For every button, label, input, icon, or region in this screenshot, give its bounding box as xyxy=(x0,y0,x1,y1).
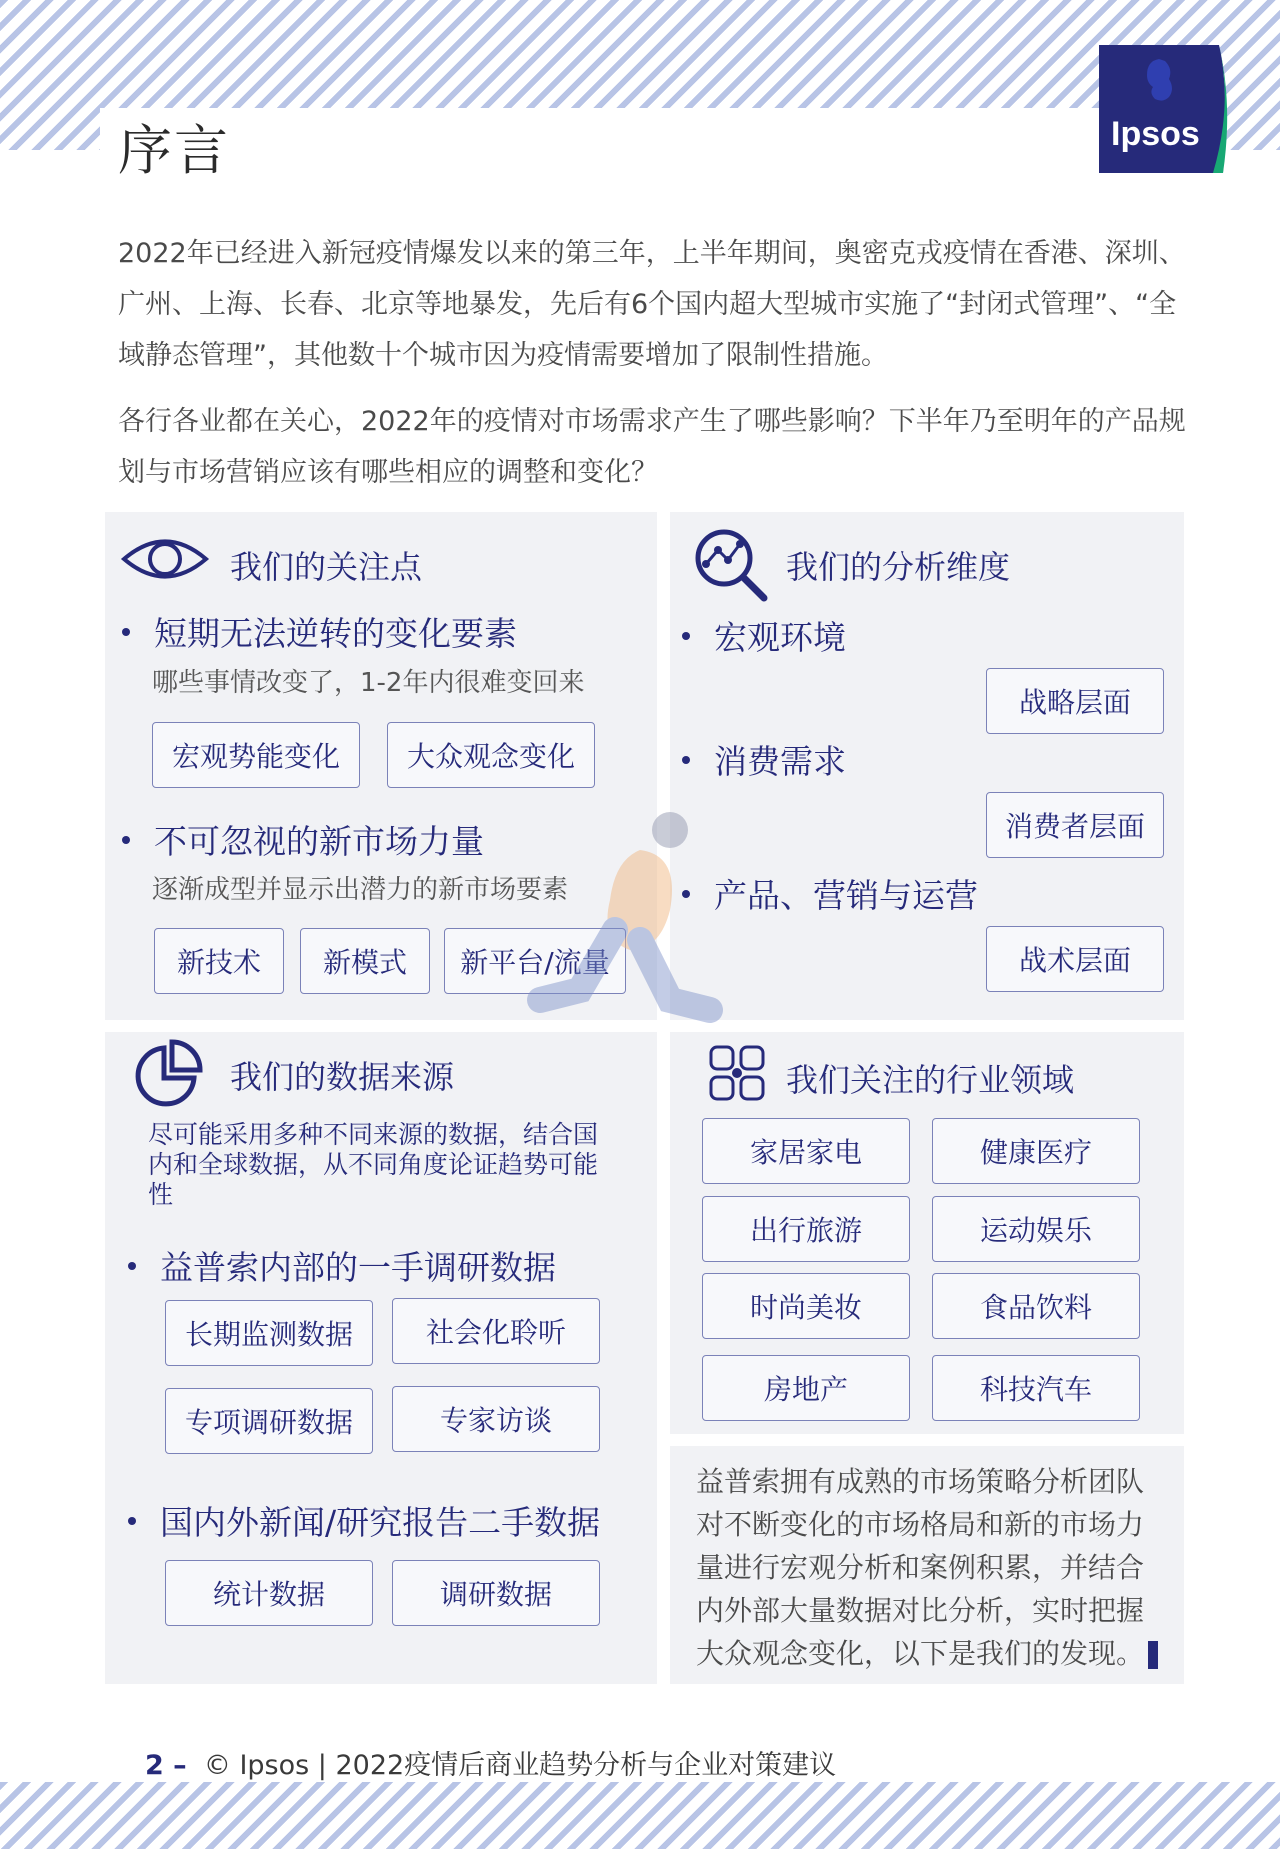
eye-icon xyxy=(120,530,210,588)
focus-bullet-1-desc: 哪些事情改变了，1-2年内很难变回来 xyxy=(152,668,585,698)
sources-description: 尽可能采用多种不同来源的数据，结合国内和全球数据，从不同角度论证趋势可能性 xyxy=(148,1120,599,1209)
page-title: 序言 xyxy=(118,119,230,182)
tag-expert-interview: 专家访谈 xyxy=(392,1386,600,1452)
tag-new-platform: 新平台/流量 xyxy=(444,928,626,994)
closing-paragraph: 益普索拥有成熟的市场策略分析团队对不断变化的市场格局和新的市场力量进行宏观分析和案例积累，并结合内外部大量数据对比分析，实时把握大众观念变化，以下是我们的发现。 xyxy=(696,1460,1166,1675)
runner-illustration xyxy=(520,800,740,1040)
dimension-macro: 宏观环境 xyxy=(682,612,846,659)
tag-statistics: 统计数据 xyxy=(165,1560,373,1626)
tag-macro-momentum: 宏观势能变化 xyxy=(152,722,360,788)
dimension-product-marketing: 产品、营销与运营 xyxy=(682,870,978,917)
tag-real-estate: 房地产 xyxy=(702,1355,910,1421)
dimensions-heading: 我们的分析维度 xyxy=(786,548,1011,586)
bottom-stripe-band xyxy=(0,1782,1280,1849)
tag-long-term-tracking: 长期监测数据 xyxy=(165,1300,373,1366)
footer-text: © Ipsos | 2022疫情后商业趋势分析与企业对策建议 xyxy=(203,1750,837,1781)
tag-new-model: 新模式 xyxy=(300,928,430,994)
sources-bullet-primary: 益普索内部的一手调研数据 xyxy=(128,1242,556,1289)
tag-healthcare: 健康医疗 xyxy=(932,1118,1140,1184)
tag-fashion-beauty: 时尚美妆 xyxy=(702,1273,910,1339)
focus-bullet-2: 不可忽视的新市场力量 xyxy=(122,816,484,863)
focus-bullet-1: 短期无法逆转的变化要素 xyxy=(122,608,517,655)
sources-bullet-secondary: 国内外新闻/研究报告二手数据 xyxy=(128,1497,600,1544)
tag-social-listening: 社会化聆听 xyxy=(392,1298,600,1364)
dimension-consumer: 消费需求 xyxy=(682,736,846,783)
industry-grid-icon xyxy=(708,1044,766,1102)
intro-paragraph-2: 各行各业都在关心，2022年的疫情对市场需求产生了哪些影响？下半年乃至明年的产品规划与市场营销应该有哪些相应的调整和变化？ xyxy=(118,406,1186,488)
tag-survey-data: 调研数据 xyxy=(392,1560,600,1626)
tag-public-perception: 大众观念变化 xyxy=(387,722,595,788)
pie-chart-icon xyxy=(132,1038,204,1110)
footer xyxy=(145,1743,836,1782)
focus-bullet-2-desc: 逐渐成型并显示出潜力的新市场要素 xyxy=(152,875,569,905)
industries-heading: 我们关注的行业领域 xyxy=(786,1061,1075,1099)
tag-consumer-level: 消费者层面 xyxy=(986,792,1164,858)
tag-strategic-level: 战略层面 xyxy=(986,668,1164,734)
ipsos-logo xyxy=(1095,45,1233,173)
tag-travel: 出行旅游 xyxy=(702,1196,910,1262)
svg-text:Ipsos: Ipsos xyxy=(1111,115,1200,153)
tag-tactical-level: 战术层面 xyxy=(986,926,1164,992)
tag-special-research: 专项调研数据 xyxy=(165,1388,373,1454)
intro-paragraph-1: 2022年已经进入新冠疫情爆发以来的第三年，上半年期间，奥密克戎疫情在香港、深圳、广州、上海、长春、北京等地暴发，先后有6个国内超大型城市实施了“封闭式管理”、“全域静态管理”，其他数十个城市因为疫情需要增加了限制性措施。 xyxy=(118,238,1186,371)
sources-heading: 我们的数据来源 xyxy=(230,1058,455,1096)
end-marker xyxy=(1148,1641,1158,1669)
tag-food-beverage: 食品饮料 xyxy=(932,1273,1140,1339)
page-number: 2 – xyxy=(145,1750,187,1781)
tag-home-appliance: 家居家电 xyxy=(702,1118,910,1184)
tag-tech-auto: 科技汽车 xyxy=(932,1355,1140,1421)
tag-sports-entertainment: 运动娱乐 xyxy=(932,1196,1140,1262)
magnifier-chart-icon xyxy=(690,524,770,604)
tag-new-tech: 新技术 xyxy=(154,928,284,994)
focus-heading: 我们的关注点 xyxy=(230,548,423,586)
